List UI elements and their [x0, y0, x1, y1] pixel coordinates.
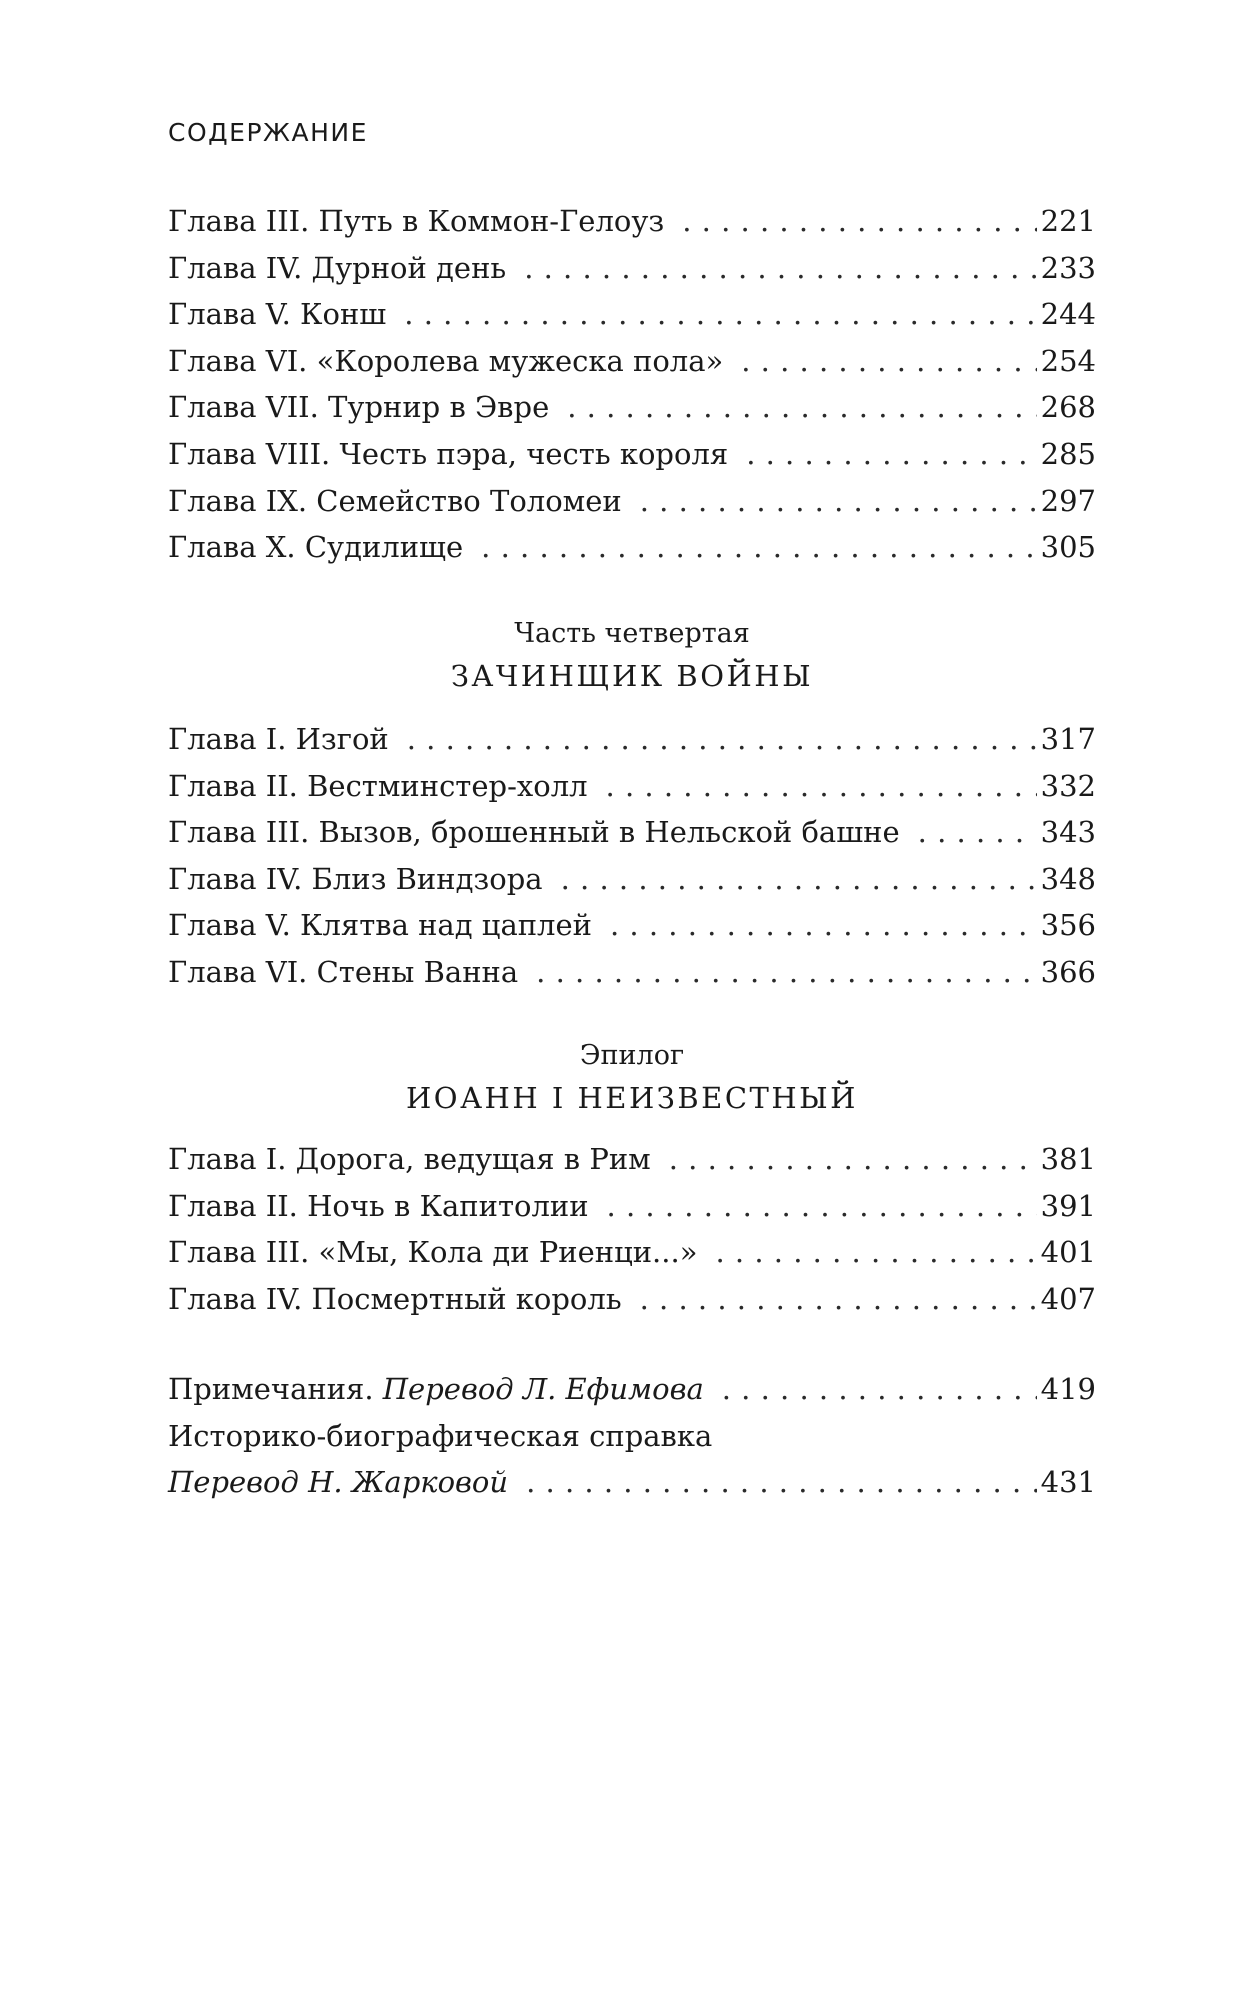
toc-entry-page: 366: [1040, 954, 1096, 989]
toc-entry[interactable]: [168, 524, 1096, 571]
toc-entry[interactable]: [168, 949, 1096, 996]
toc-entry-page: 348: [1040, 861, 1096, 896]
toc-entry[interactable]: [168, 1183, 1096, 1230]
toc-entry-title: Глава VIII. Честь пэра, честь короля: [168, 436, 729, 471]
toc-leader-dots: [669, 1136, 1037, 1183]
toc-entry-title: Глава X. Судилище: [168, 530, 464, 565]
toc-entry-page: 431: [1040, 1465, 1096, 1500]
toc-leader-dots: [526, 1459, 1037, 1506]
epilogue-label: Эпилог: [579, 1040, 685, 1071]
toc-leader-dots: [481, 524, 1037, 571]
toc-group-part4: [168, 716, 1096, 996]
bio-translator: Перевод Н. Жарковой: [168, 1465, 509, 1500]
toc-entry-title: [168, 1459, 508, 1506]
toc-entry-title: Глава I. Изгой: [168, 722, 389, 756]
toc-entry-bio-heading[interactable]: [168, 1413, 1096, 1460]
toc-leader-dots: [722, 1366, 1037, 1413]
toc-entry-bio[interactable]: [168, 1459, 1096, 1506]
toc-leader-dots: [640, 478, 1037, 525]
toc-entry-title: Глава VI. «Королева мужеска пола»: [168, 343, 724, 378]
toc-leader-dots: [741, 338, 1036, 385]
toc-entry[interactable]: [168, 431, 1096, 478]
toc-group-appendix: [168, 1366, 1096, 1506]
toc-entry[interactable]: [168, 384, 1096, 431]
toc-leader-dots: [407, 716, 1037, 763]
toc-entry[interactable]: [168, 245, 1096, 292]
toc-leader-dots: [682, 198, 1036, 245]
toc-entry[interactable]: [168, 1276, 1096, 1323]
toc-entry-page: 254: [1040, 343, 1096, 378]
toc-entry-title: Глава II. Вестминстер-холл: [168, 768, 588, 803]
toc-entry-title: Глава IV. Посмертный король: [168, 1281, 622, 1316]
toc-leader-dots: [918, 809, 1037, 856]
toc-entry-page: 332: [1040, 768, 1096, 803]
toc-entry[interactable]: [168, 716, 1096, 763]
toc-group-part3-continued: [168, 198, 1096, 571]
toc-leader-dots: [715, 1229, 1036, 1276]
toc-entry-title: Глава IX. Семейство Толомеи: [168, 483, 622, 518]
toc-entry-page: 407: [1040, 1281, 1096, 1316]
toc-entry-page: 391: [1040, 1188, 1096, 1223]
toc-entry-title: Глава II. Ночь в Капитолии: [168, 1188, 589, 1223]
toc-entry-page: 305: [1040, 530, 1096, 565]
toc-entry-page: 244: [1040, 297, 1096, 332]
toc-entry[interactable]: [168, 902, 1096, 949]
toc-leader-dots: [536, 949, 1036, 996]
toc-entry-title: Глава VI. Стены Ванна: [168, 954, 519, 989]
toc-entry-page: 401: [1040, 1235, 1096, 1270]
bio-title: Историко-биографическая справка: [168, 1418, 713, 1453]
toc-entry-title: Глава VII. Турнир в Эвре: [168, 390, 550, 425]
toc-entry-notes[interactable]: [168, 1366, 1096, 1413]
toc-entry-title: Глава IV. Близ Виндзора: [168, 861, 543, 896]
toc-entry-page: 285: [1040, 436, 1096, 471]
toc-entry-title: [168, 1366, 704, 1413]
toc-leader-dots: [746, 431, 1036, 478]
toc-entry-title: Глава III. «Мы, Кола ди Риенци...»: [168, 1235, 698, 1270]
toc-entry[interactable]: [168, 856, 1096, 903]
toc-group-epilogue: [168, 1136, 1096, 1322]
epilogue-heading: [168, 1036, 1096, 1120]
toc-entry[interactable]: [168, 1229, 1096, 1276]
part-label: Часть четвертая: [514, 618, 750, 649]
epilogue-title: ИОАНН I НЕИЗВЕСТНЫЙ: [406, 1081, 858, 1115]
running-head: СОДЕРЖАНИЕ: [168, 118, 368, 147]
toc-entry-page: 268: [1040, 390, 1096, 425]
toc-entry-title: Глава V. Конш: [168, 297, 387, 332]
toc-leader-dots: [561, 856, 1037, 903]
toc-entry[interactable]: [168, 478, 1096, 525]
toc-entry-title: Глава V. Клятва над цаплей: [168, 908, 592, 943]
toc-leader-dots: [404, 291, 1036, 338]
toc-entry-title: Глава III. Вызов, брошенный в Нельской башне: [168, 815, 900, 850]
toc-entry[interactable]: [168, 198, 1096, 245]
toc-entry-title: Глава I. Дорога, ведущая в Рим: [168, 1142, 651, 1176]
toc-leader-dots: [567, 384, 1036, 431]
toc-entry-page: 297: [1040, 483, 1096, 518]
toc-entry-title: Глава III. Путь в Коммон-Гелоуз: [168, 204, 665, 238]
toc-leader-dots: [607, 1183, 1037, 1230]
toc-leader-dots: [524, 245, 1036, 292]
toc-entry-page: 317: [1040, 722, 1096, 756]
toc-entry-page: 356: [1040, 908, 1096, 943]
notes-title: Примечания.: [168, 1372, 374, 1406]
part-title: ЗАЧИНЩИК ВОЙНЫ: [450, 659, 814, 693]
toc-entry-page: 343: [1040, 815, 1096, 850]
part-four-heading: [168, 614, 1096, 698]
toc-leader-dots: [610, 902, 1037, 949]
toc-entry[interactable]: [168, 291, 1096, 338]
toc-entry-page: 419: [1040, 1372, 1096, 1406]
toc-entry-title: Глава IV. Дурной день: [168, 250, 507, 285]
toc-entry[interactable]: [168, 763, 1096, 810]
toc-entry[interactable]: [168, 1136, 1096, 1183]
toc-entry-page: 233: [1040, 250, 1096, 285]
notes-translator: Перевод Л. Ефимова: [382, 1372, 704, 1406]
toc-entry-page: 221: [1040, 204, 1096, 238]
toc-entry[interactable]: [168, 809, 1096, 856]
toc-entry-page: 381: [1040, 1142, 1096, 1176]
toc-leader-dots: [640, 1276, 1037, 1323]
toc-entry[interactable]: [168, 338, 1096, 385]
toc-leader-dots: [606, 763, 1037, 810]
